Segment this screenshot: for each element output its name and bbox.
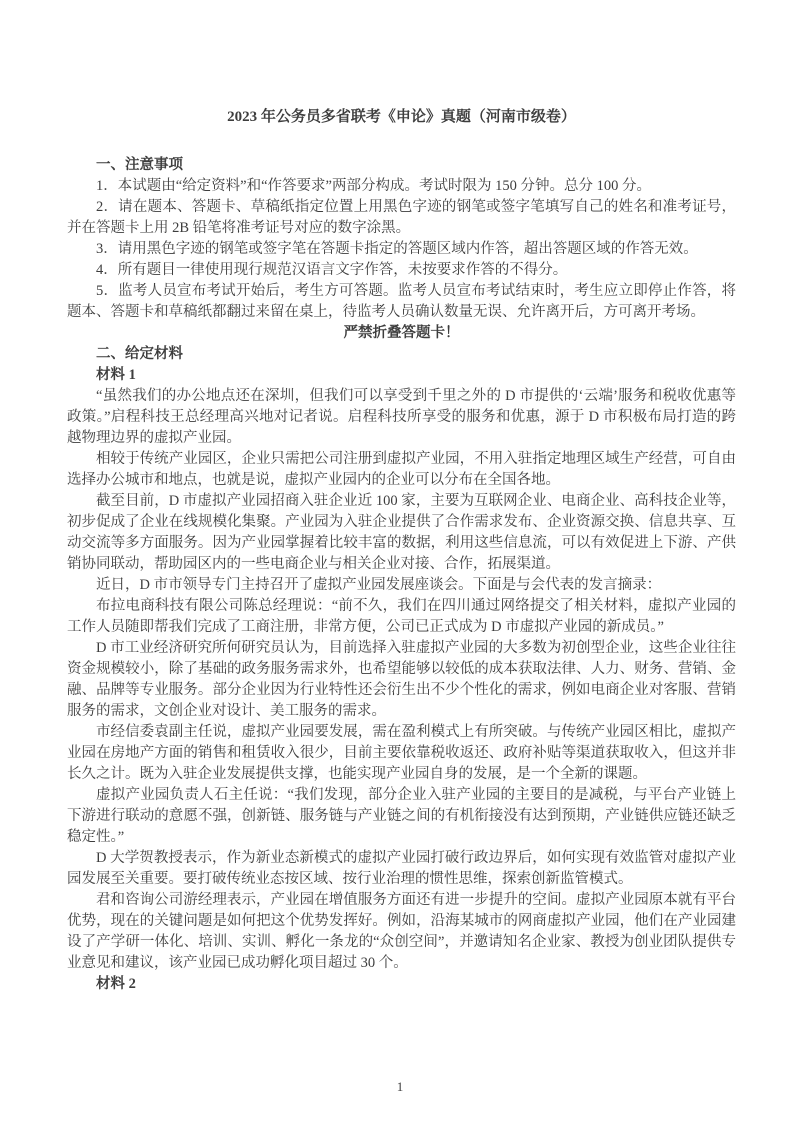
materials-section-heading: 二、给定材料: [96, 346, 183, 362]
material-1-paragraph: “虽然我们的办公地点还在深圳，但我们可以享受到千里之外的 D 市提供的‘云端’服务和税收优惠等政策。”启程科技王总经理高兴地对记者说。启程科技所享受的服务和优惠，源于 D 市积极布局打造的跨越物理边界的虚拟产业园。: [67, 388, 736, 446]
material-1-paragraph: D 大学贺教授表示，作为新业态新模式的虚拟产业园打破行政边界后，如何实现有效监管对虚拟产业园发展至关重要。要打破传统业态按区域、按行业治理的惯性思维，探索创新监管模式。: [67, 850, 736, 887]
notice-item-1: 1．本试题由“给定资料”和“作答要求”两部分构成。考试时限为 150 分钟。总分 100 分。: [96, 178, 651, 194]
material-1-paragraph: 市经信委袁副主任说，虚拟产业园要发展，需在盈利模式上有所突破。与传统产业园区相比，虚拟产业园在房地产方面的销售和租赁收入很少，目前主要依靠税收返还、政府补贴等渠道获取收入，但这并非长久之计。既为入驻企业发展提供支撑，也能实现产业园自身的发展，是一个全新的课题。: [67, 724, 736, 782]
no-fold-warning: 严禁折叠答题卡！: [343, 325, 460, 341]
notice-item-3: 3．请用黑色字迹的钢笔或签字笔在答题卡指定的答题区域内作答，超出答题区域的作答无效。: [96, 241, 698, 257]
material-1-paragraph: 虚拟产业园负责人石主任说：“我们发现，部分企业入驻产业园的主要目的是减税，与平台产业链上下游进行联动的意愿不强，创新链、服务链与产业链之间的有机衔接没有达到预期，产业链供应链还缺乏稳定性。”: [67, 787, 736, 845]
page-number: 1: [396, 1079, 404, 1094]
material-1-paragraph: 君和咨询公司游经理表示，产业园在增值服务方面还有进一步提升的空间。虚拟产业园原本就有平台优势，现在的关键问题是如何把这个优势发挥好。例如，沿海某城市的网商虚拟产业园，他们在产业园建设了产学研一体化、培训、实训、孵化一条龙的“众创空间”，并邀请知名企业家、教授为创业团队提供专业意见和建议，该产业园已成功孵化项目超过 30 个。: [67, 892, 736, 971]
document-title: 2023 年公务员多省联考《申论》真题（河南市级卷）: [227, 109, 576, 125]
material-1-paragraph: D 市工业经济研究所何研究员认为，目前选择入驻虚拟产业园的大多数为初创型企业，这些企业往往资金规模较小，除了基础的政务服务需求外，也希望能够以较低的成本获取法律、人力、财务、营销、金融、品牌等专业服务。部分企业因为行业特性还会衍生出不少个性化的需求，例如电商企业对客服、营销服务的需求，文创企业对设计、美工服务的需求。: [67, 640, 736, 719]
notice-item-5: 5．监考人员宣布考试开始后，考生方可答题。监考人员宣布考试结束时，考生应立即停止作答，将题本、答题卡和草稿纸都翻过来留在桌上，待监考人员确认数量无误、允许离开后，方可离开考场。: [67, 283, 736, 320]
notice-section-heading: 一、注意事项: [96, 157, 183, 173]
material-2-heading: 材料 2: [96, 976, 136, 992]
material-1-paragraph: 相较于传统产业园区，企业只需把公司注册到虚拟产业园，不用入驻指定地理区域生产经营，可自由选择办公城市和地点，也就是说，虚拟产业园内的企业可以分布在全国各地。: [67, 451, 736, 488]
material-1-paragraph: 近日，D 市市领导专门主持召开了虚拟产业园发展座谈会。下面是与会代表的发言摘录：: [96, 577, 662, 593]
notice-item-4: 4．所有题目一律使用现行规范汉语言文字作答，未按要求作答的不得分。: [96, 262, 568, 278]
material-1-paragraph: 布拉电商科技有限公司陈总经理说：“前不久，我们在四川通过网络提交了相关材料，虚拟产业园的工作人员随即帮我们完成了工商注册，非常方便，公司已正式成为 D 市虚拟产业园的新成员。”: [67, 598, 736, 635]
material-1-heading: 材料 1: [96, 367, 136, 383]
material-1-paragraph: 截至目前，D 市虚拟产业园招商入驻企业近 100 家，主要为互联网企业、电商企业、高科技企业等，初步促成了企业在线规模化集聚。产业园为入驻企业提供了合作需求发布、企业资源交换、信息共享、互动交流等多方面服务。因为产业园掌握着比较丰富的数据，利用这些信息流，可以有效促进上下游、产供销协同联动，帮助园区内的一些电商企业与相关企业对接、合作，拓展渠道。: [67, 493, 736, 572]
notice-item-2: 2．请在题本、答题卡、草稿纸指定位置上用黑色字迹的钢笔或签字笔填写自己的姓名和准考证号，并在答题卡上用 2B 铅笔将准考证号对应的数字涂黑。: [67, 199, 736, 236]
